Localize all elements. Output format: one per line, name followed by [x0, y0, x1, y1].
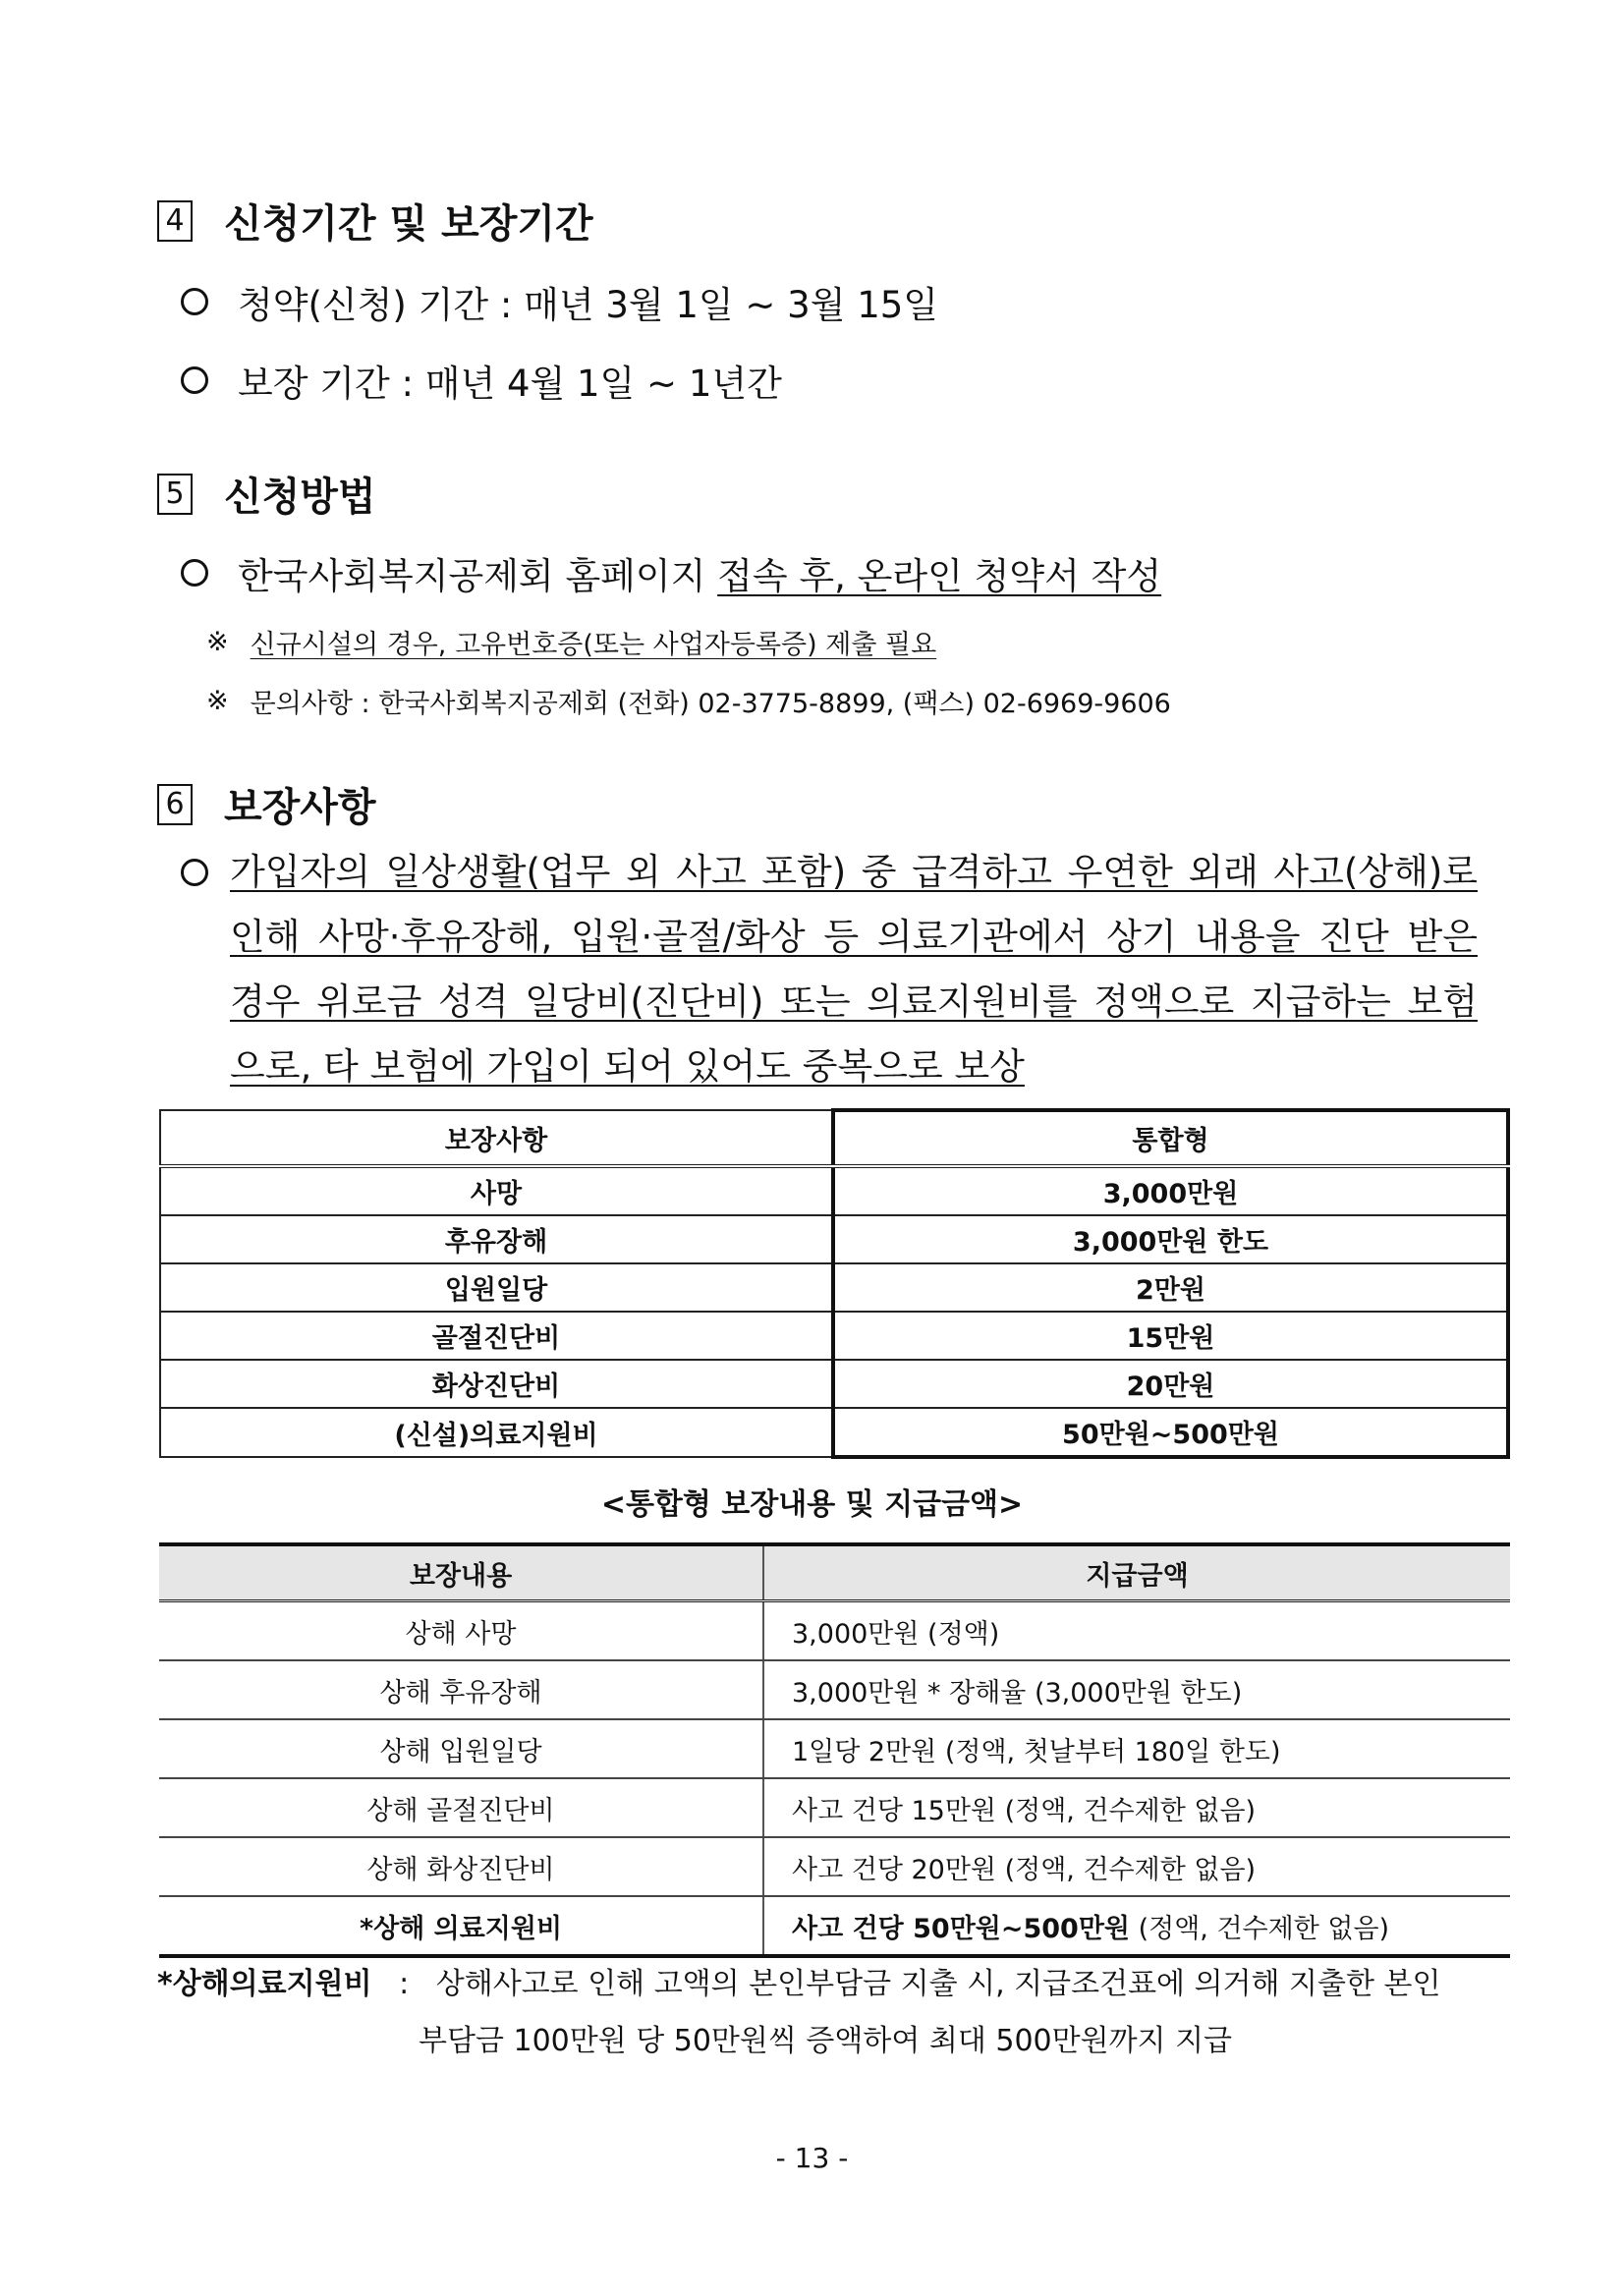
section5-note-1: ※ 신규시설의 경우, 고유번호증(또는 사업자등록증) 제출 필요 [206, 627, 937, 660]
circle-bullet-icon [181, 288, 208, 315]
section4-heading [157, 193, 593, 249]
section5-heading [157, 466, 376, 522]
table-row: 사망 3,000만원 [160, 1166, 1508, 1215]
coverage-detail-table [159, 1542, 1510, 1958]
table-row: 상해 골절진단비 사고 건당 15만원 (정액, 건수제한 없음) [159, 1778, 1510, 1837]
section6-heading [157, 776, 376, 832]
table-row: 상해 사망 3,000만원 (정액) [159, 1601, 1510, 1661]
section5-item: 한국사회복지공제회 홈페이지 접속 후, 온라인 청약서 작성 [181, 546, 1161, 599]
circle-bullet-icon [181, 559, 208, 587]
section5-note-2: ※ 문의사항 : 한국사회복지공제회 (전화) 02-3775-8899, (팩스) 02-6969-9606 [206, 686, 1171, 719]
table-row: (신설)의료지원비 50만원~500만원 [160, 1408, 1508, 1457]
section6-number: 6 [157, 784, 193, 825]
table-header-cell: 지급금액 [763, 1544, 1510, 1601]
circle-bullet-icon [181, 366, 208, 394]
coverage-summary-table [159, 1108, 1510, 1459]
table-row: 상해 후유장해 3,000만원 * 장해율 (3,000만원 한도) [159, 1660, 1510, 1719]
table-row: 화상진단비 20만원 [160, 1360, 1508, 1408]
section4-item-1: 청약(신청) 기간 : 매년 3월 1일 ~ 3월 15일 [181, 275, 938, 328]
footnote: *상해의료지원비 : 상해사고로 인해 고액의 본인부담금 지출 시, 지급조건표에 의거해 지출한 본인 [157, 1967, 1441, 2001]
circle-bullet-icon [181, 859, 208, 886]
footnote-line-1: 상해사고로 인해 고액의 본인부담금 지출 시, 지급조건표에 의거해 지출한 본인 [435, 1967, 1441, 2001]
reference-mark-icon: ※ [206, 627, 229, 657]
table-header-row [160, 1110, 1508, 1166]
table-header-cell: 보장사항 [160, 1110, 833, 1166]
footnote-line-2: 부담금 100만원 당 50만원씩 증액하여 최대 500만원까지 지급 [419, 2024, 1233, 2058]
table-row: 입원일당 2만원 [160, 1263, 1508, 1312]
reference-mark-icon: ※ [206, 686, 229, 716]
section4-number: 4 [157, 200, 193, 242]
table-row: 후유장해 3,000만원 한도 [160, 1215, 1508, 1263]
footnote-label: *상해의료지원비 [157, 1967, 372, 2001]
table-row: 상해 입원일당 1일당 2만원 (정액, 첫날부터 180일 한도) [159, 1719, 1510, 1778]
table-header-cell: 보장내용 [159, 1544, 763, 1601]
page-number: - 13 - [775, 2142, 849, 2174]
section5-title: 신청방법 [224, 475, 376, 520]
table-row: 상해 화상진단비 사고 건당 20만원 (정액, 건수제한 없음) [159, 1837, 1510, 1896]
section4-title: 신청기간 및 보장기간 [224, 201, 593, 247]
table-row: *상해 의료지원비 사고 건당 50만원~500만원 (정액, 건수제한 없음) [159, 1896, 1510, 1956]
section6-paragraph: 가입자의 일상생활(업무 외 사고 포함) 중 급격하고 우연한 외래 사고(상해)로 인해 사망·후유장해, 입원·골절/화상 등 의료기관에서 상기 내용을 진단 받은 경우 위로금 성격 일당비(진단비) 또는 의료지원비를 정액으로 지급하는 보험 으로, 타 보험에 가입이 되어 있어도 중복으로 보상 [230, 851, 1478, 1088]
table-caption: <통합형 보장내용 및 지급금액> [600, 1487, 1024, 1522]
table-header-cell: 통합형 [833, 1110, 1508, 1166]
section6-title: 보장사항 [224, 785, 376, 830]
table-header-row [159, 1544, 1510, 1601]
section4-item-2: 보장 기간 : 매년 4월 1일 ~ 1년간 [181, 354, 782, 407]
table-row: 골절진단비 15만원 [160, 1312, 1508, 1360]
section5-number: 5 [157, 474, 193, 515]
